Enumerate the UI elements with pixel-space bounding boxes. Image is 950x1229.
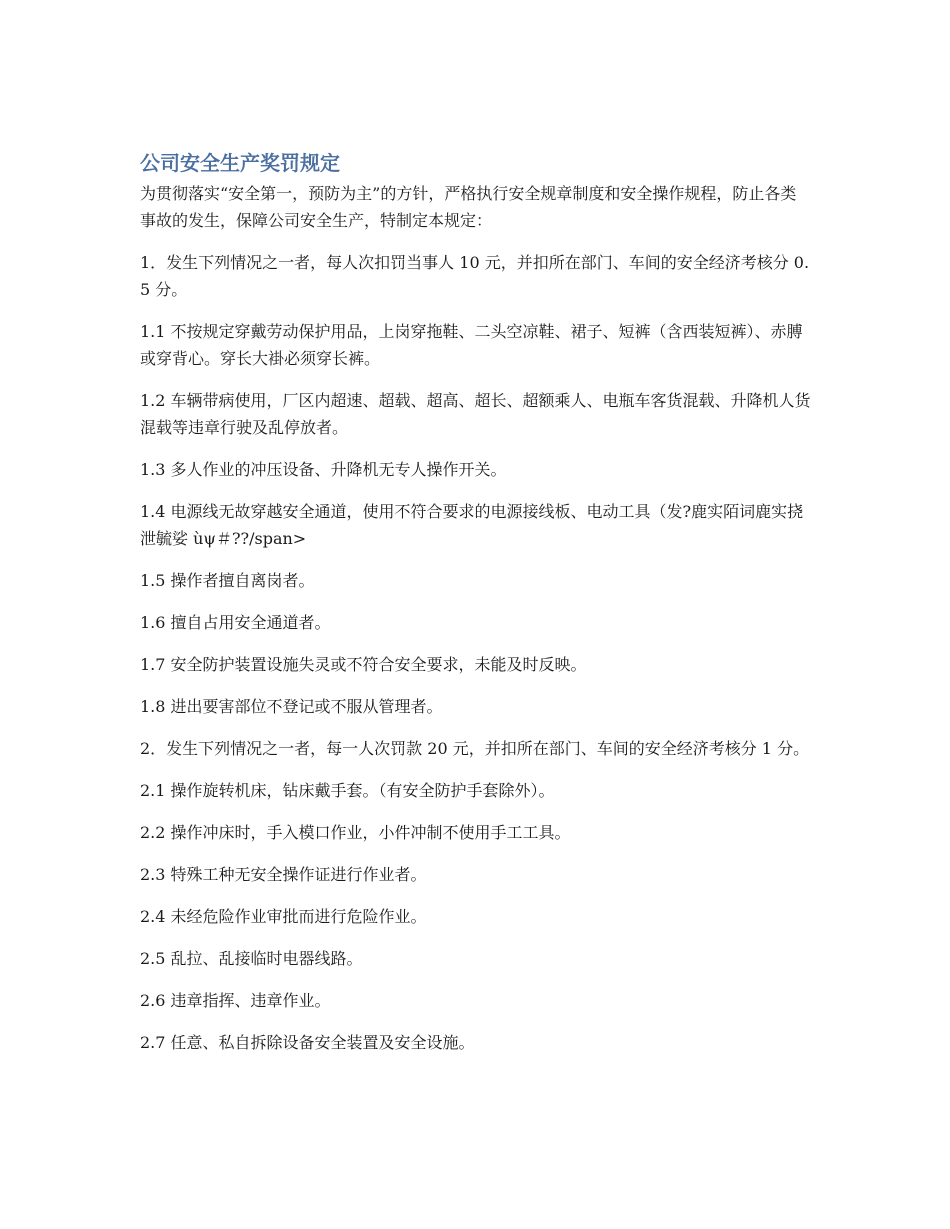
rule-item-1-6: 1.6 擅自占用安全通道者。: [140, 613, 331, 632]
document-title: 公司安全生产奖罚规定: [140, 151, 340, 175]
rule-item-2-2: 2.2 操作冲床时，手入模口作业，小件冲制不使用手工工具。: [140, 823, 571, 842]
rule-item-2-5: 2.5 乱拉、乱接临时电器线路。: [140, 949, 363, 968]
rule-item-2-7: 2.7 任意、私自拆除设备安全装置及安全设施。: [140, 1033, 475, 1052]
rule-item-2-3: 2.3 特殊工种无安全操作证进行作业者。: [140, 865, 427, 884]
rule-section-2: 2．发生下列情况之一者，每一人次罚款 20 元，并扣所在部门、车间的安全经济考核分 1 分。: [140, 739, 810, 758]
rule-item-2-6: 2.6 违章指挥、违章作业。: [140, 991, 331, 1010]
rule-item-2-4: 2.4 未经危险作业审批而进行危险作业。: [140, 907, 427, 926]
rule-item-1-3: 1.3 多人作业的冲压设备、升降机无专人操作开关。: [140, 460, 507, 479]
rule-item-1-8: 1.8 进出要害部位不登记或不服从管理者。: [140, 697, 443, 716]
rule-item-1-5: 1.5 操作者擅自离岗者。: [140, 571, 315, 590]
rule-section-1: 1．发生下列情况之一者，每人次扣罚当事人 10 元，并扣所在部门、车间的安全经济考核分 0.5 分。: [140, 253, 810, 299]
rule-item-1-1: 1.1 不按规定穿戴劳动保护用品，上岗穿拖鞋、二头空凉鞋、裙子、短裤（含西装短裤）、赤膊或穿背心。穿长大褂必须穿长裤。: [140, 322, 803, 368]
intro-paragraph: 为贯彻落实“安全第一，预防为主”的方针，严格执行安全规章制度和安全操作规程，防止各类事故的发生，保障公司安全生产，特制定本规定：: [140, 184, 797, 230]
rule-item-1-7: 1.7 安全防护装置设施失灵或不符合安全要求，未能及时反映。: [140, 655, 587, 674]
rule-item-2-1: 2.1 操作旋转机床，钻床戴手套。（有安全防护手套除外）。: [140, 781, 555, 800]
rule-item-1-2: 1.2 车辆带病使用，厂区内超速、超载、超高、超长、超额乘人、电瓶车客货混载、升降机人货混载等违章行驶及乱停放者。: [140, 391, 811, 437]
document-body: [140, 148, 812, 1056]
rule-item-1-4: 1.4 电源线无故穿越安全通道，使用不符合要求的电源接线板、电动工具（发?鹿实陌词鹿实挠泄毓娑 ùψ＃??/span>: [140, 502, 804, 548]
